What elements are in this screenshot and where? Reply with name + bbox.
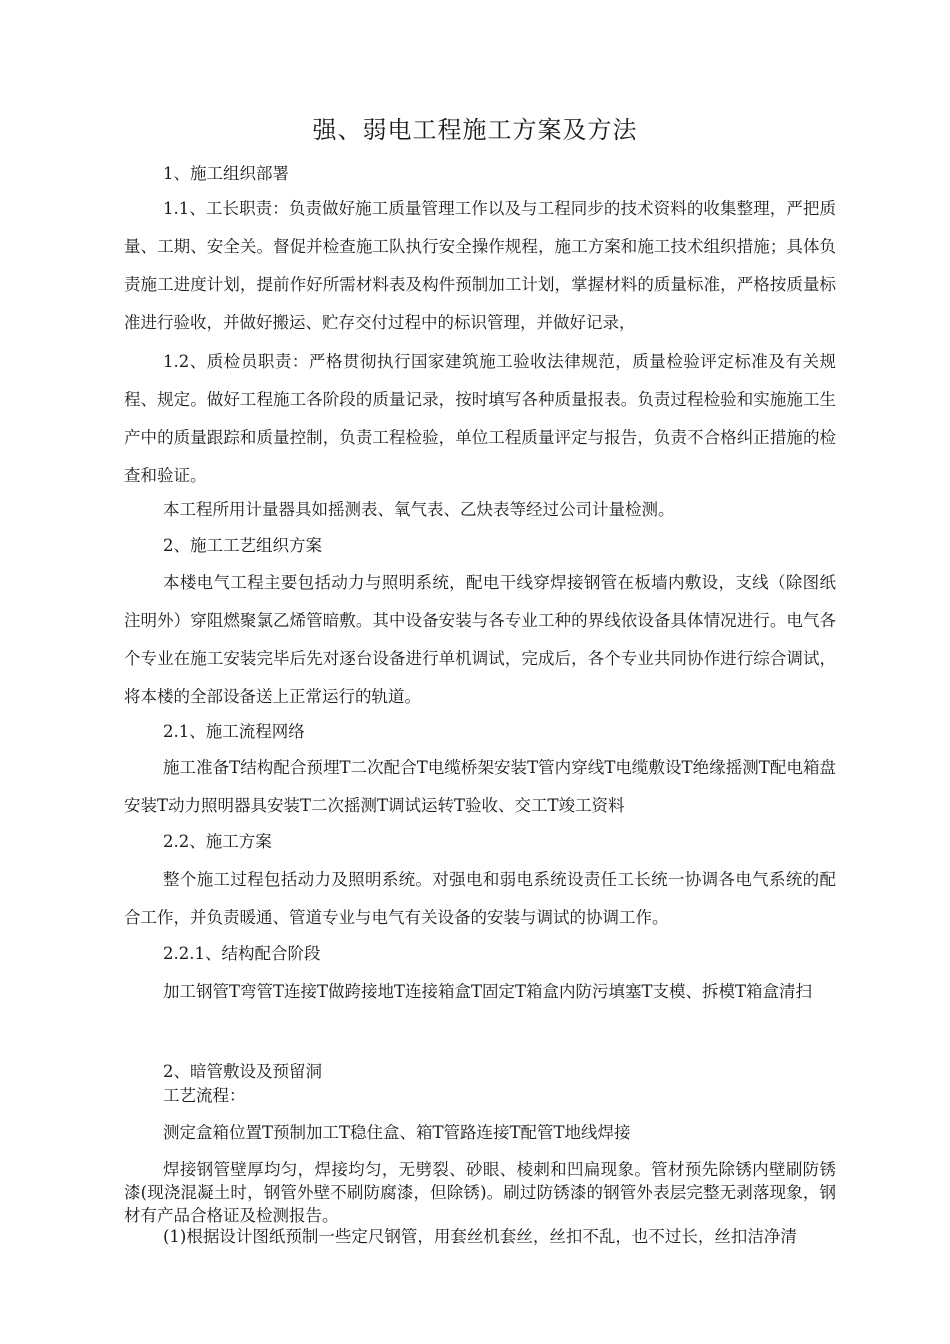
heading-conduit: 2、暗管敷设及预留洞 — [163, 1062, 322, 1081]
heading-1: 1、施工组织部署 — [163, 164, 289, 183]
paragraph-measuring: 本工程所用计量器具如摇测表、氧气表、乙炔表等经过公司计量检测。 — [163, 500, 675, 519]
paragraph-2-2: 整个施工过程包括动力及照明系统。对强电和弱电系统设责任工长统一协调各电气系统的配合工作，并负责暖通、管道专业与电气有关设备的安装与调试的协调工作。 — [124, 870, 836, 927]
paragraph-2-1-flow: 施工准备T结构配合预埋T二次配合T电缆桥架安装T管内穿线T电缆敷设T绝缘摇测T配电箱盘安装T动力照明器具安装T二次摇测T调试运转T验收、交工T竣工资料 — [124, 758, 836, 815]
paragraph-item-1: (1)根据设计图纸预制一些定尺钢管，用套丝机套丝，丝扣不乱，也不过长，丝扣洁净清 — [163, 1227, 797, 1246]
process-label: 工艺流程： — [163, 1086, 246, 1105]
heading-2-2-1: 2.2.1、结构配合阶段 — [163, 944, 321, 963]
document-title: 强、弱电工程施工方案及方法 — [312, 116, 638, 144]
paragraph-steel-pipe: 焊接钢管壁厚均匀，焊接均匀，无劈裂、砂眼、棱刺和凹扁现象。管材预先除锈内壁刷防锈漆(现浇混凝土时，钢管外壁不刷防腐漆，但除锈)。刷过防锈漆的钢管外表层完整无剥落现象，钢材有产品合格证及检测报告。 — [124, 1160, 836, 1225]
heading-2-1: 2.1、施工流程网络 — [163, 722, 305, 741]
paragraph-2-2-1-flow: 加工钢管T弯管T连接T做跨接地T连接箱盒T固定T箱盒内防污填塞T支模、拆模T箱盒清扫 — [163, 982, 813, 1001]
paragraph-1-2: 1.2、质检员职责：严格贯彻执行国家建筑施工验收法律规范，质量检验评定标准及有关规程、规定。做好工程施工各阶段的质量记录，按时填写各种质量报表。负责过程检验和实施施工生产中的质量跟踪和质量控制，负责工程检验，单位工程质量评定与报告，负责不合格纠正措施的检查和验证。 — [124, 352, 836, 485]
paragraph-1-1: 1.1、工长职责：负责做好施工质量管理工作以及与工程同步的技术资料的收集整理，严把质量、工期、安全关。督促并检查施工队执行安全操作规程，施工方案和施工技术组织措施；具体负责施工进度计划，提前作好所需材料表及构件预制加工计划，掌握材料的质量标准，严格按质量标准进行验收，并做好搬运、贮存交付过程中的标识管理，并做好记录， — [124, 199, 836, 332]
heading-2: 2、施工工艺组织方案 — [163, 536, 322, 555]
paragraph-2-intro: 本楼电气工程主要包括动力与照明系统，配电干线穿焊接钢管在板墙内敷设，支线（除图纸注明外）穿阻燃聚氯乙烯管暗敷。其中设备安装与各专业工种的界线依设备具体情况进行。电气各个专业在施工安装完毕后先对逐台设备进行单机调试，完成后，各个专业共同协作进行综合调试，将本楼的全部设备送上正常运行的轨道。 — [124, 573, 836, 706]
paragraph-process-flow: 测定盒箱位置T预制加工T稳住盒、箱T管路连接T配管T地线焊接 — [163, 1123, 631, 1142]
heading-2-2: 2.2、施工方案 — [163, 832, 272, 851]
